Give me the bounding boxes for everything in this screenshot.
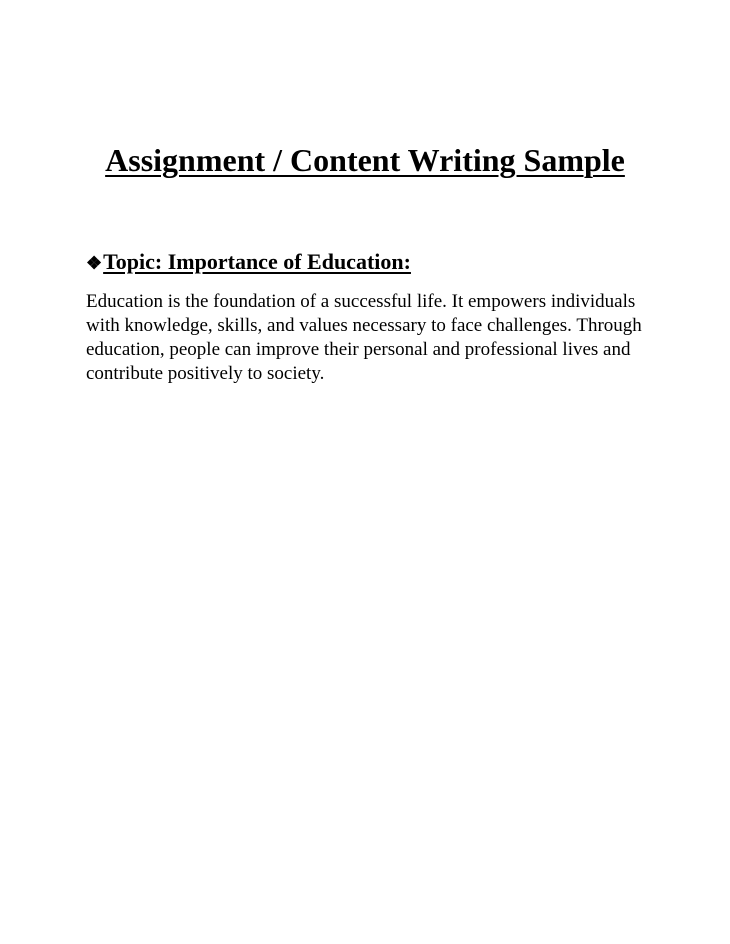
topic-heading <box>86 248 411 277</box>
topic-heading-text: Topic: Importance of Education: <box>103 249 411 274</box>
diamond-bullet-icon: ❖ <box>86 253 103 273</box>
body-paragraph: Education is the foundation of a successful life. It empowers individuals with knowledge, skills, and values necessary to face challenges. Through education, people can improve their personal and professional lives and contribute positively to society. <box>86 291 642 384</box>
document-title: Assignment / Content Writing Sample <box>105 142 625 178</box>
